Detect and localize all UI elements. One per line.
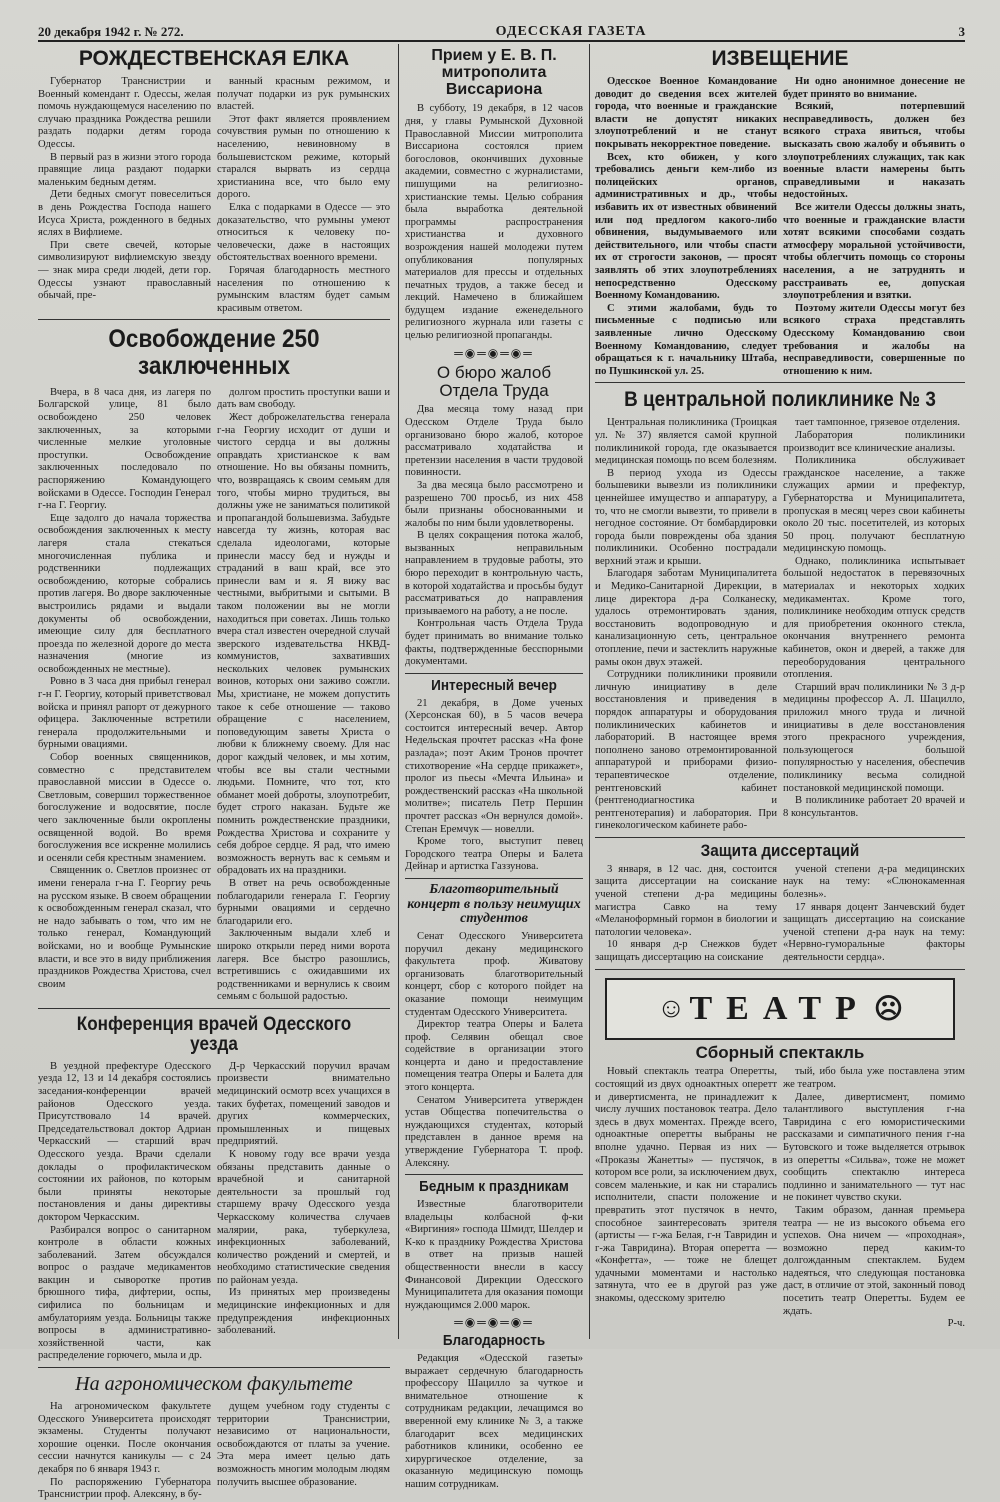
paragraph: Вчера, в 8 часа дня, из лагеря по Болгарской улице, 81 было освобождено 250 человек заключенных, за которыми численные мелкие уголовные проступки. Освобождение заключенных последовало по распоряжению Командующего войсками в Одессе. Господин Генерал г-на Г. Георгиу. [38, 386, 211, 512]
paragraph: Губернатор Транснистрии и Военный комендант г. Одессы, желая помочь нуждающемуся населению по случаю праздника Рождества решили раздать подарки детям города Одессы. [38, 76, 211, 151]
newspaper-title: ОДЕССКАЯ ГАЗЕТА [495, 24, 647, 39]
article-elka [38, 76, 390, 315]
headline-vecher: Интересный вечер [431, 676, 557, 694]
ornament-divider: ═◉═◉═◉═ [454, 345, 534, 360]
paragraph: Священник о. Светлов произнес от имени генерала г-на Г. Георгиу речь на русском языке. В своем обращении к освобожденным генерал сказал, что не надо забывать о том, что им не только генерал, Командующий войсками, но и вообще Румынские власти, и все это в виду приближения праздников Рождества Христова, счел своим [38, 865, 211, 990]
paragraph: Одесское Военное Командование доводит до сведения всех жителей города, что военные и гражданские власти не допустят никаких злоупотреблений и не станут покрывать некорректное поведение. [595, 76, 777, 151]
headline-release: Освобождение 250 заключенных [108, 325, 320, 380]
paragraph: тый, ибо была уже поставлена этим же театром. [783, 1066, 965, 1090]
paragraph: При свете свечей, которые символизируют вифлиемскую звезду — знак мира среди людей, дети гор. Одессы узнают православный обычай, пре- [38, 239, 211, 302]
paragraph: Елка с подарками в Одессе — это доказательство, что румыны умеют относиться к человеку по-человечески, даже в настоящих обстоятельствах военного времени. [217, 201, 390, 264]
headline-buro-1: О бюро жалоб [436, 362, 552, 382]
column-1 [38, 44, 390, 1501]
paragraph: Два месяца тому назад при Одесском Отделе Труда было организовано бюро жалоб, которое рассматривало ходатайства и претензии населения в части трудовой повинности. [405, 404, 583, 479]
article-spektakl [595, 1066, 965, 1329]
paragraph: В период ухода из Одессы большевики вывезли из поликлиники ценнейшее имущество и аппаратуру, а то, что не смогли вывезти, то привели в негодное состояние. От бомбардировки города были повреждены оба здания поликлиники. Особенно пострадали верхний этаж и крыши. [595, 467, 777, 567]
article-vecher [405, 698, 583, 874]
paragraph: Всякий, потерпевший несправедливость, должен без всякого страха явиться, чтобы высказать свою жалобу и объявить о злоупотреблениях служащих, так как военные власти намерены быть справедливыми и наказать недостойных. [783, 101, 965, 201]
headline-koncert: Благотворительный концерт в пользу неимущих студентов [407, 881, 581, 927]
paragraph: Этот факт является проявлением сочувствия румын по отношению к населению, невиновному в большевистском режиме, который старался вырвать из сердца христианина все, что было ему дорого. [217, 113, 390, 201]
paragraph: Поэтому жители Одессы могут без всякого страха представлять Одесскому Командованию свои требования и жалобы на несправедливости, совершенные по отношению к ним. [783, 302, 965, 377]
paragraph: В первый раз в жизни этого города правящие лица раздают подарки маленьким бедным детям. [38, 151, 211, 188]
paragraph: Сенат Одесского Университета поручил декану медицинского факультета проф. Живатову организовать благотворительный концерт, сбор с которого пойдет на оказание помощи неимущим студентам Одесского Университета. [405, 930, 583, 1018]
theater-banner-text: ТЕАТР [689, 989, 870, 1027]
paragraph: Разбирался вопрос о санитарном контроле в области кожных заболеваний. Затем обсуждался вопрос о раздаче медикаментов вакцин и сыворотке против брюшного тифа, дифтерии, оспы, сифилиса по больницам и амбулаториям уезда. Больницы также вопросы в административно-хозяйственной части, как распределение горючего, мыла и др. [38, 1224, 211, 1362]
paragraph: ученой степени д-ра медицинских наук на тему: «Слюнокаменная болезнь». [783, 863, 965, 900]
paragraph: Центральная поликлиника (Троицкая ул. № 37) является самой крупной поликлиникой города, где оказывается медицинская помощь по всем болезням. [595, 417, 777, 467]
paragraph: долгом простить проступки ваши и дать вам свободу. [217, 386, 390, 411]
paragraph: Ровно в 3 часа дня прибыл генерал г-н Г. Георгиу, который приветствовал войска и принял рапорт от дежурного офицера. Заключенные встретили генерала продолжительными и бурными овациями. [38, 676, 211, 751]
ornament-divider: ═◉═◉═◉═ [454, 1315, 534, 1330]
paragraph: Редакция «Одесской газеты» выражает сердечную благодарность профессору Шацилло за чуткое и внимательное отношение к сотрудникам редакции, лечащимся во вверенной ему клинике № 3, а также благодарит всех медицинских работников клиники, особенно ее хирургическое отделение, за оказанную медицинскую помощь нашим сотрудникам. [405, 1353, 583, 1491]
paragraph: Еще задолго до начала торжества освобождения заключенных к месту лагеря стала стекаться многочисленная публика и родственники подлежащих освобождению, которые собрались против лагеря. Во дворе заключенные выстроились рядами и выдали документы об освобождении, имеющие силу для бесплатного проезда по железной дороге до места назначения (многие из освобожденных не местные). [38, 512, 211, 675]
column-3 [595, 44, 965, 1341]
paragraph: По распоряжению Губернатора Транснистрии проф. Алексяну, в бу- [38, 1476, 211, 1501]
headline-bednym: Бедным к праздникам [419, 1178, 569, 1196]
paragraph: 3 января, в 12 час. дня, состоится защита диссертации на соискание ученой степени д-ра медицины магистра Савко на тему «Меланоформный гормон в биологии и патологии человека». [595, 863, 777, 938]
paragraph: Известные благотворители владельцы колбасной ф-ки «Виргиния» господа Шмидт, Шелдер и К-ко к празднику Рождества Христова в ответ на призыв нашей общественности внесли в кассу Финансовой Дирекции Одесского Муниципалитета для оказания помощи нуждающимся 2.000 марок. [405, 1198, 583, 1311]
page-header [38, 18, 965, 42]
headline-buro-2: Отдела Труда [439, 380, 549, 400]
paragraph: Лаборатория поликлиники производит все клинические анализы. [783, 429, 965, 454]
paragraph: Контрольная часть Отдела Труда будет принимать во внимание только факты, подтвержденные бесспорными документами. [405, 618, 583, 668]
paragraph: Все жители Одессы должны знать, что военные и гражданские власти хотят всякими способами создать атмосферу моральной устойчивости, чтобы облегчить помощь со стороны населения, а не затруднять и расстраивать ее, допуская злоупотребления и взятки. [783, 201, 965, 302]
paragraph: Таким образом, данная премьера театра — не из высокого объема его успехов. Она ничем — «проходная», возможно перед каким-то долгожданным спектаклем. Будем надеяться, что следующая постановка даст, в отличие от этой, законный повод посетить театр Оперетты. Будем ее ждать. [783, 1204, 965, 1317]
paragraph: Горячая благодарность местного населения по отношению к румынским властям будет самым красивым ответом. [217, 264, 390, 314]
headline-agro: На агрономическом факультете [75, 1373, 353, 1396]
article-agro [38, 1401, 390, 1502]
theater-mask-icon: ☹ [873, 993, 904, 1025]
paragraph: В ответ на речь освобожденные поблагодарили генерала Г. Георгиу бурными овациями и сердечно благодарили его. [217, 877, 390, 927]
paragraph: Из принятых мер произведены медицинские инфекционных и для предупреждения инфекционных заболеваний. [217, 1287, 390, 1337]
paragraph: ванный красным режимом, и получат подарки из рук румынских властей. [217, 76, 390, 113]
theater-mask-icon: ☺ [656, 992, 686, 1024]
paragraph: Благодаря заботам Муниципалитета и Медико-Санитарной Дирекции, в лице директора д-ра Солканеску, удалось отремонтировать здания, восстановить водопроводную и канализационную сеть, центральное отопление, печи и застеклить наружные рамы окон двух этажей. [595, 568, 777, 668]
paragraph: Кроме того, выступит певец Городского театра Оперы и Балета Дейнар и артистка Газзунова. [405, 836, 583, 873]
paragraph: Жест доброжелательства генерала г-на Георгиу исходит от души и чистого сердца и вы должны оправдать христианское к вам отношение. Но вы обязаны помнить, что, возвращаясь к своим семьям для того, чтобы мирно трудиться, вы должны уже не заниматься политикой и пропагандой большевизма. Забудьте навсегда ту жизнь, которая вас сделала идеологами, которые принесли массу бед и нужды и страданий в ваш край, все это принесли вам и я. Я вижу вас честными, выбритыми и сытыми. В таком положении вы не могли находиться при советах. Лишь только вчера стал известен очередной случай зверского издевательства НКВД-коммунистов, захвативших нескольких человек румынских воинов, которых они заживо сожгли. Мы, христиане, не можем допустить такое к себе отношение — таково обращение с населением, поповедующим заветы Христа о любви к ближнему своему. Для нас дорог каждый человек, и мы хотим, чтобы все вы стали честными людьми. Помните, что тот, кто обманет моей доброты, злоупотребит, будет строго наказан. Будьте же помнить рождественские праздники, Рождества Христова и сохраните у себя доброе сердце. Я рад, что имею возможность вернуть вас к семьям и обрадовать их на праздники. [217, 412, 390, 877]
article-koncert [405, 931, 583, 1170]
paragraph: Однако, поликлиника испытывает большой недостаток в перевязочных материалах и некоторых ходких медикаментах. Кроме того, поликлинике необходим отпуск средств для приобретения оконного стекла, окончания внутреннего ремонта кабинетов, окон и дверей, а также для переоборудования центрального отопления. [783, 555, 965, 681]
headline-conference: Конференция врачей Одесского уезда [76, 1013, 352, 1055]
column-rule [398, 44, 399, 1339]
paragraph: Новый спектакль театра Оперетты, состоящий из двух одноактных оперетт и дивертисмента, не принадлежит к числу лучших постановок театра. Дело здесь в двух моментах. Прежде всего, одноактные оперетты выбраны не вполне удачно. Первая из них — «Проказы Жанетты» — пустячок, в котором все роли, за исключением двух, совсем маленькие, и как ни старались исполнители, спасти положение и превратить этот пустячок в нечто, способное заинтересовать зрителя (артисты — г-жа Белая, г-н Тавридин и г-жа Тавридина). Вторая оперетта — «Конфетта», — тоже не блещет удачными моментами и настолько затянута, что ее в другой раз уже знакомы, одесскому зрителю [595, 1066, 777, 1305]
paragraph: тает тампонное, грязевое отделения. [795, 417, 961, 429]
paragraph: 10 января д-р Снежков будет защищать диссертацию на соискание [595, 939, 777, 963]
paragraph: В поликлинике работает 20 врачей и 8 консультантов. [783, 795, 965, 819]
paragraph: Старший врач поликлиники № 3 д-р медицины профессор А. Л. Шацилло, приложил много труда и личной инициативы в деле восстановления этого прекрасного учреждения, пользующегося большой популярностью у населения, обеспечив поликлинику весьма солидной постановкой медицинской помощи. [783, 681, 965, 794]
paragraph: На агрономическом факультете Одесского Университета происходят экзамены. Студенты получают хорошие оценки. После окончания сессии начнутся каникулы — с 24 декабря по 6 января 1943 г. [38, 1401, 211, 1476]
article-signature: Р-ч. [947, 1318, 965, 1330]
headline-elka: РОЖДЕСТВЕНСКАЯ ЕЛКА [78, 47, 350, 70]
column-2 [405, 44, 583, 1491]
paragraph: Заключенным выдали хлеб и широко открыли перед ними ворота лагеря. Все быстро разошлись, встретившись с ожидавшими их родственниками и вернулись к своим семьям с большой радостью. [217, 928, 390, 1003]
article-poliklinika [595, 417, 965, 833]
paragraph: Далее, дивертисмент, помимо талантливого выступления г-на Тавридина с его юмористическими рассказами и симпатичного пения г-на Бутовского и тоже выделяется отрывок из оперетты «Сильва», тоже не может сообщить спектаклю интереса подлинно и занимательного — тут нас не покинет чувство скуки. [783, 1091, 965, 1204]
article-bednym [405, 1199, 583, 1312]
paragraph: В субботу, 19 декабря, в 12 часов дня, у главы Румынской Духовной Православной Миссии митрополита Виссариона состоялся прием богословов, окончивших духовные академии, совместно с журналистами, пишущими на религиозно-христианские темы. Целью собрания была выработка деятельной программы распространения христианства и духовного возрождения нашей молодежи путем опубликования популярных материалов для прессы и отдельных печатных трудов, а также бесед и лекций. Намечено в ближайшем будущем издание еженедельного религиозного журнала или газеты с целью религиозной пропаганды. [405, 103, 583, 342]
article-release [38, 387, 390, 1004]
paragraph: С этими жалобами, будь то письменные с подписью или заявленные лично Одесскому Военному Командованию, следует обращаться к г. начальнику Штаба, по Пушкинской ул. 25. [595, 302, 777, 377]
paragraph: В целях сокращения потока жалоб, вызванных неправильным направлением в трудовые работы, это бюро переходит в контрольную часть, в которой ходатайства и просьбы будут рассматриваться до направления призываемого на работу, а не после. [405, 530, 583, 617]
headline-poliklinika: В центральной поликлинике № 3 [624, 388, 936, 412]
headline-metropolit-2: митрополита Виссариона [441, 63, 547, 98]
headline-zaschita: Защита диссертаций [700, 840, 860, 860]
article-zaschita [595, 864, 965, 965]
headline-spektakl: Сборный спектакль [695, 1042, 865, 1062]
theater-banner [605, 978, 955, 1040]
paragraph: Поликлиника обслуживает гражданское население, а также служащих армии и префектур, Губернаторства и Муниципалитета, пропуская в месяц через свои кабинеты около 20 тыс. посетителей, из которых 50 проц. получают бесплатную медицинскую помощь. [783, 455, 965, 555]
article-buro [405, 404, 583, 668]
headline-blag: Благодарность [442, 1332, 546, 1350]
paragraph: Ни одно анонимное донесение не будет принято во внимание. [783, 76, 965, 100]
paragraph: В уездной префектуре Одесского уезда 12, 13 и 14 декабря состоялись заседания-конференции врачей районов Одесского уезда. Присутствовало 14 врачей. Председательствовал доктор Адриан Черкасский — старший врач Одесского уезда. Врачи сделали доклады о профилактическом состоянии их районов, по которым были приняты некоторые постановления и даны директивы доктором Черкасским. [38, 1060, 211, 1223]
article-conference [38, 1061, 390, 1363]
column-rule [589, 44, 590, 1339]
issue-date: 20 декабря 1942 г. № 272. [38, 24, 184, 39]
paragraph: Сенатом Университета утвержден устав Общества попечительства о нуждающихся студентах, который представлен в данное время на утверждение Губернатора Т. проф. Алексяну. [405, 1094, 583, 1169]
paragraph: 17 января доцент Занчевский будет защищать диссертацию на соискание ученой степени д-ра наук на тему: «Нервно-гуморальные факторы деятельности сердца». [783, 901, 965, 963]
paragraph: Всех, кто обижен, у кого требовались деньги кем-либо из полицейских органов, административных и др., чтобы избавить их от известных обвинений или под предлогом какого-либо обвинения, выдумываемого или действительного, или чтобы спасти их от строгости законов, — просят заявлять об этих злоупотреблениях непосредственно Одесскому Военному Командованию. [595, 151, 777, 302]
paragraph: Д-р Черкасский поручил врачам произвести внимательно медицинский осмотр всех учащихся в таких буфетах, помещений заводов и других коммерческих, промышленных и пищевых предприятий. [217, 1060, 390, 1148]
paragraph: Собор военных священников, совместно с представителем православной миссии в Одессе о. Светловым, совершил торжественное богослужение и водосвятие, после чего заключенные были окроплены освященной водой. Во время богослужения все искренне молились и осеняли себя крестным знамением. [38, 752, 211, 864]
page-number: 3 [958, 24, 965, 39]
paragraph: 21 декабря, в Доме ученых (Херсонская 60), в 5 часов вечера состоится интересный вечер. Автор Недельская прочтет рассказ «На фоне разлада»; поэт Аким Тронов прочтет стихотворение «На сердце прикажет», пролог из пьесы «Мечта Ильина» и рождественский рассказ «На школьной молитве»; писатель Петр Першин прочтет рассказ «Он вернулся домой». Степан Еремчук — новелли. [405, 697, 583, 835]
article-izveschenie [595, 76, 965, 378]
paragraph: К новому году все врачи уезда обязаны представить данные о врачебной и санитарной деятельности за прошлый год старшему врачу Одесского уезда Черкасскому количества случаев малярии, рака, туберкулеза, инфекционных заболеваний, количество рождений и смертей, и необходимо статистические сведения по районам уезда. [217, 1148, 390, 1286]
article-metropolit [405, 103, 583, 342]
paragraph: дущем учебном году студенты с территории Транснистрии, независимо от национальности, освобождаются от платы за учение. Эта мера имеет целью дать возможность многим молодым людям получить высшее образование. [217, 1401, 390, 1488]
headline-metropolit-1: Прием у Е. В. П. [431, 47, 557, 64]
paragraph: Директор театра Оперы и Балета проф. Селявин обещал свое содействие в организации этого концерта и дано и предоставление помещения театра Оперы и Балета для этого концерта. [405, 1019, 583, 1094]
paragraph: Сотрудники поликлиники проявили личную инициативу в деле восстановления и приведения в порядок аппаратуры и оборудования поликлинических кабинетов и лабораторий. В настоящее время пополнено заново отремонтированной аппаратурой и приборами физио-терапевтическое отделение, рентгеновский кабинет (рентгенодиагностика и рентгенотерапия) и лаборатория. При гинекологическом кабинете рабо- [595, 669, 777, 832]
article-blag [405, 1353, 583, 1492]
headline-izveschenie: ИЗВЕЩЕНИЕ [711, 47, 849, 70]
paragraph: Дети бедных смогут повеселиться в день Рождества Господа нашего Исуса Христа, рожденного в бедных яслях в Вифлиеме. [38, 189, 211, 239]
paragraph: За два месяца было рассмотрено и разрешено 700 просьб, из них 458 были признаны обоснованными и жалобы по ним были удовлетворены. [405, 479, 583, 529]
